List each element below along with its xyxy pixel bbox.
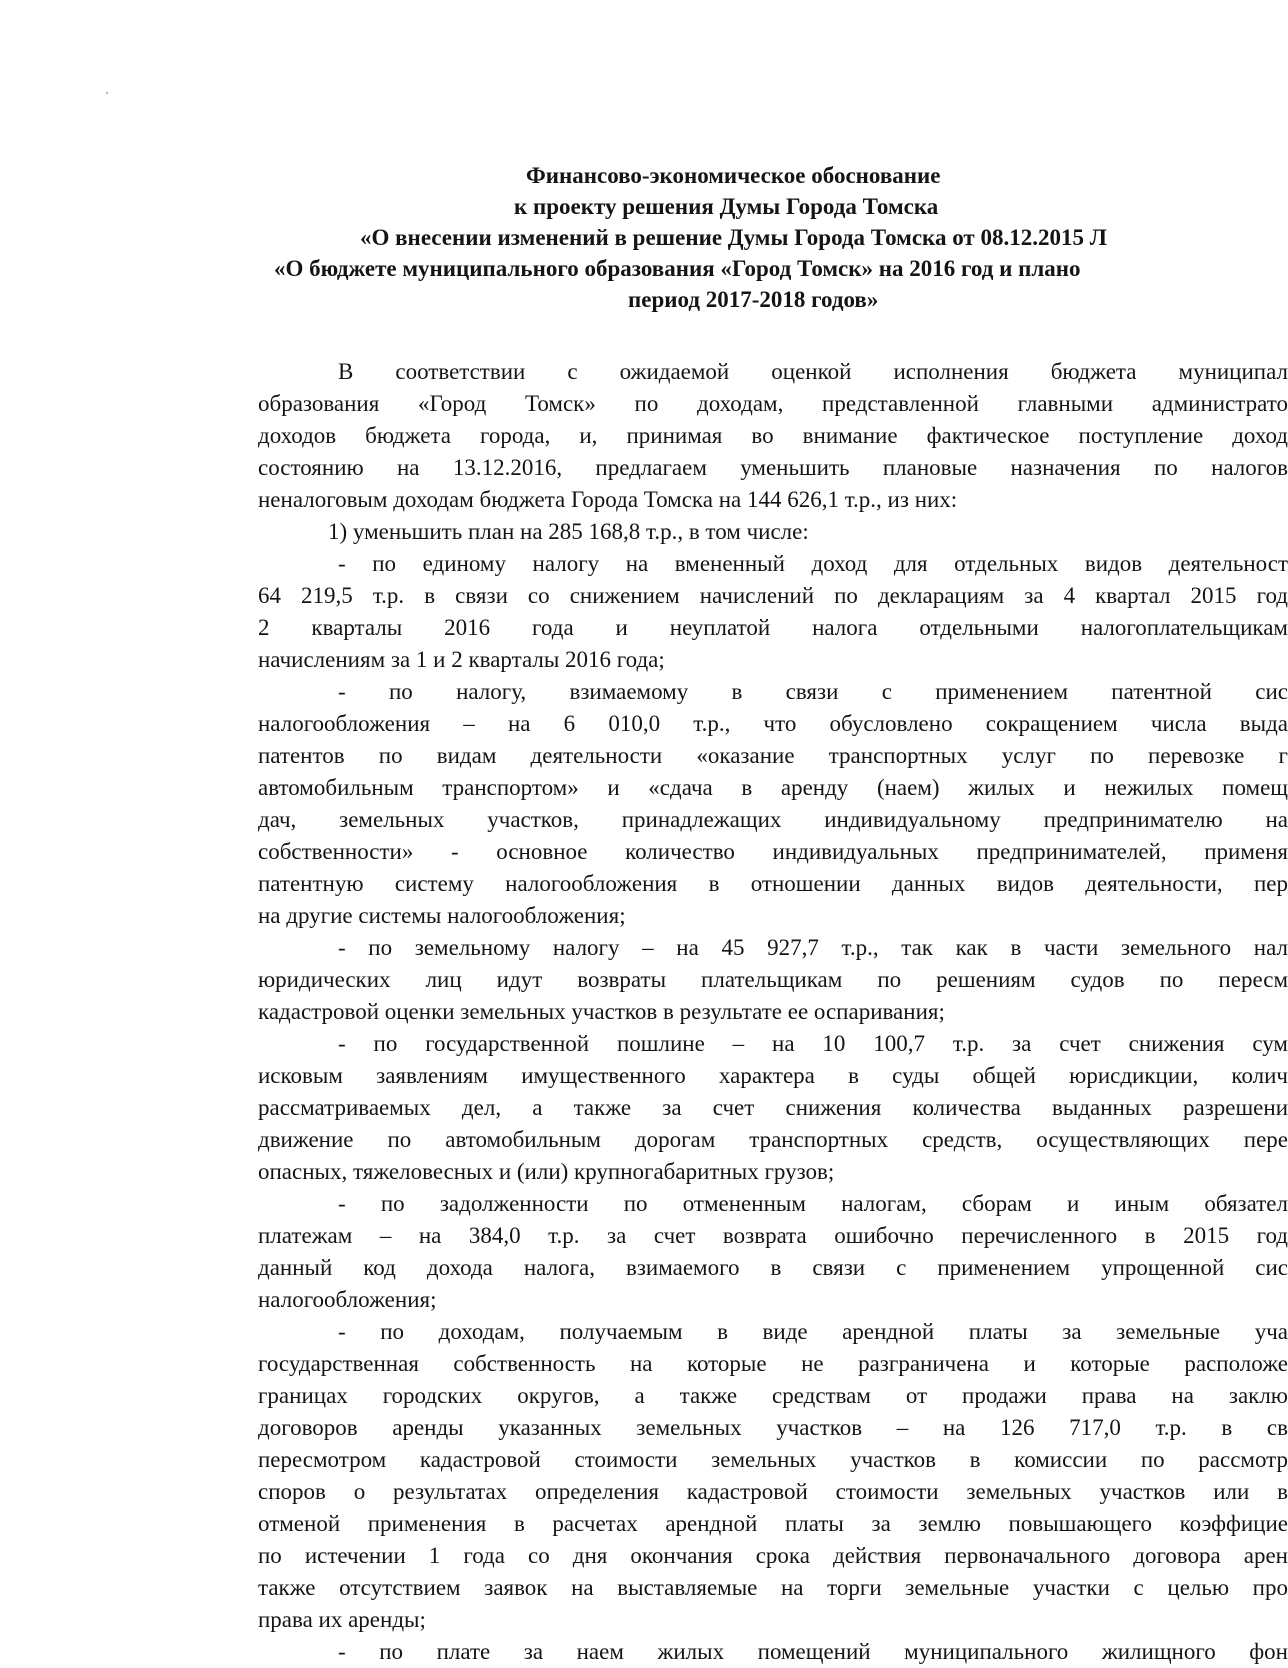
heading-line-1: Финансово-экономическое обоснование bbox=[526, 163, 941, 188]
body-line: опасных, тяжеловесных и (или) крупногабаритных грузов; bbox=[258, 1159, 835, 1184]
body-line: - по единому налогу на вмененный доход для отдельных видов деятельност bbox=[338, 551, 1288, 576]
body-line: государственная собственность на которые не разграничена и которые расположе bbox=[258, 1351, 1288, 1376]
body-line: договоров аренды указанных земельных участков – на 126 717,0 т.р. в св bbox=[258, 1415, 1288, 1440]
body-line: собственности» - основное количество индивидуальных предпринимателей, применя bbox=[258, 839, 1288, 864]
body-line: образования «Город Томск» по доходам, представленной главными администрато bbox=[258, 391, 1288, 416]
heading-line-3: «О внесении изменений в решение Думы Города Томска от 08.12.2015 Л bbox=[360, 225, 1107, 250]
body-line: состоянию на 13.12.2016, предлагаем уменьшить плановые назначения по налогов bbox=[258, 455, 1288, 480]
scan-speck bbox=[106, 92, 108, 94]
body-line: рассматриваемых дел, а также за счет снижения количества выданных разрешени bbox=[258, 1095, 1288, 1120]
body-line: споров о результатах определения кадастровой стоимости земельных участков или в bbox=[258, 1479, 1288, 1504]
body-line: налогообложения – на 6 010,0 т.р., что обусловлено сокращением числа выда bbox=[258, 711, 1288, 736]
body-line: по истечении 1 года со дня окончания срока действия первоначального договора арен bbox=[258, 1543, 1288, 1568]
body-line: пересмотром кадастровой стоимости земельных участков в комиссии по рассмотр bbox=[258, 1447, 1288, 1472]
body-line: 2 кварталы 2016 года и неуплатой налога отдельными налогоплательщикам bbox=[258, 615, 1288, 640]
list-item: 1) уменьшить план на 285 168,8 т.р., в том числе: bbox=[328, 519, 809, 544]
body-line: - по земельному налогу – на 45 927,7 т.р., так как в части земельного нал bbox=[338, 935, 1288, 960]
body-line: также отсутствием заявок на выставляемые на торги земельные участки с целью про bbox=[258, 1575, 1288, 1600]
body-line: патентную систему налогообложения в отношении данных видов деятельности, пер bbox=[258, 871, 1288, 896]
body-line: права их аренды; bbox=[258, 1607, 426, 1632]
heading-line-5: период 2017-2018 годов» bbox=[628, 287, 879, 312]
body-line: - по налогу, взимаемому в связи с применением патентной сис bbox=[338, 679, 1288, 704]
body-line: дач, земельных участков, принадлежащих индивидуальному предпринимателю на bbox=[258, 807, 1288, 832]
body-line: патентов по видам деятельности «оказание транспортных услуг по перевозке г bbox=[258, 743, 1288, 768]
body-line: - по плате за наем жилых помещений муниципального жилищного фон bbox=[338, 1639, 1288, 1664]
body-line: - по задолженности по отмененным налогам, сборам и иным обязател bbox=[338, 1191, 1288, 1216]
body-line: данный код дохода налога, взимаемого в связи с применением упрощенной сис bbox=[258, 1255, 1288, 1280]
body-line: начислениям за 1 и 2 кварталы 2016 года; bbox=[258, 647, 665, 672]
body-line: исковым заявлениям имущественного характера в суды общей юрисдикции, колич bbox=[258, 1063, 1288, 1088]
body-line: В соответствии с ожидаемой оценкой исполнения бюджета муниципал bbox=[338, 359, 1288, 384]
body-line: на другие системы налогообложения; bbox=[258, 903, 626, 928]
document-body bbox=[258, 356, 1288, 1668]
heading-line-4: «О бюджете муниципального образования «Город Томск» на 2016 год и плано bbox=[274, 256, 1081, 281]
body-line: налогообложения; bbox=[258, 1287, 437, 1312]
body-line: неналоговым доходам бюджета Города Томска на 144 626,1 т.р., из них: bbox=[258, 487, 958, 512]
body-line: - по доходам, получаемым в виде арендной платы за земельные уча bbox=[338, 1319, 1288, 1344]
body-line: платежам – на 384,0 т.р. за счет возврата ошибочно перечисленного в 2015 год bbox=[258, 1223, 1288, 1248]
body-line: юридических лиц идут возвраты плательщикам по решениям судов по пересм bbox=[258, 967, 1288, 992]
body-line: движение по автомобильным дорогам транспортных средств, осуществляющих пере bbox=[258, 1127, 1288, 1152]
body-line: 64 219,5 т.р. в связи со снижением начислений по декларациям за 4 квартал 2015 год bbox=[258, 583, 1288, 608]
heading-line-2: к проекту решения Думы Города Томска bbox=[514, 194, 939, 219]
body-line: границах городских округов, а также средствам от продажи права на заклю bbox=[258, 1383, 1288, 1408]
body-line: - по государственной пошлине – на 10 100,7 т.р. за счет снижения сум bbox=[338, 1031, 1288, 1056]
body-line: автомобильным транспортом» и «сдача в аренду (наем) жилых и нежилых помещ bbox=[258, 775, 1288, 800]
body-line: доходов бюджета города, и, принимая во внимание фактическое поступление доход bbox=[258, 423, 1288, 448]
body-line: кадастровой оценки земельных участков в результате ее оспаривания; bbox=[258, 999, 945, 1024]
body-line: отменой применения в расчетах арендной платы за землю повышающего коэффицие bbox=[258, 1511, 1288, 1536]
